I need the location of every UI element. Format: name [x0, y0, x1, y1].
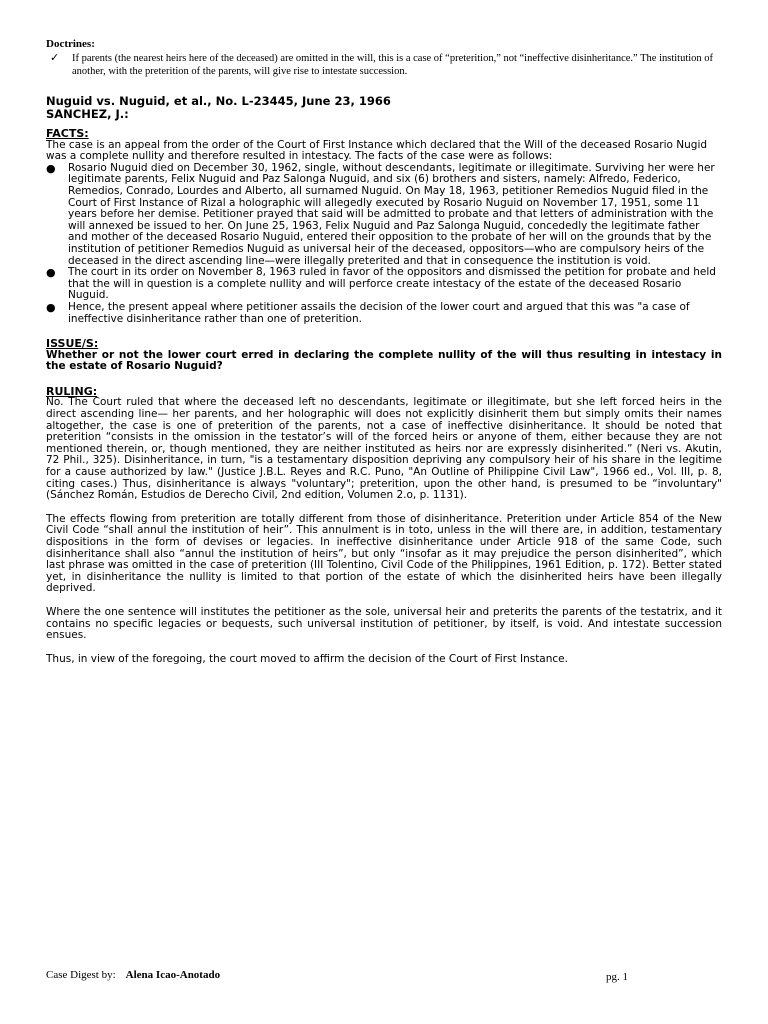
doctrine-item	[50, 52, 720, 78]
list-item-text: Rosario Nuguid died on December 30, 1962, single, without descendants, legitimate or illegitimate. Surviving her were her legitimate parents, Felix Nuguid and Paz Salonga Nuguid, and six (6) brothers and sisters, namely: Alfredo, Federico, Remedios, Conrado, Lourdes and Alberto, all surnamed Nuguid. On May 18, 1963, petitioner Remedios Nuguid filed in the Court of First Instance of Rizal a holographic will allegedly executed by Rosario Nuguid on November 17, 1951, some 11 years before her demise. Petitioner prayed that said will be admitted to probate and that letters of administration with the will annexed be issued to her. On June 25, 1963, Felix Nuguid and Paz Salonga Nuguid, concededly the legitimate father and mother of the deceased Rosario Nuguid, entered their opposition to the probate of her will on the grounds that by the institution of petitioner Remedios Nuguid as universal heir of the deceased, oppositors—who are compulsory heirs of the deceased in the direct ascending line—were illegally preterited and that in consequence the institution is void.	[68, 161, 715, 267]
case-title: Nuguid vs. Nuguid, et al., No. L-23445, June 23, 1966	[46, 94, 391, 108]
list-item	[46, 267, 722, 302]
bullet-icon: ●	[46, 266, 56, 280]
facts-heading: FACTS:	[46, 127, 89, 140]
page-number: pg. 1	[606, 971, 628, 983]
footer-label: Case Digest by:	[46, 969, 116, 981]
facts-intro: The case is an appeal from the order of the Court of First Instance which declared that the Will of the deceased Rosario Nugid was a complete nullity and therefore resulted in intestacy. The facts of the case were as follows:	[46, 138, 708, 163]
ponente: SANCHEZ, J.:	[46, 107, 129, 121]
digest-body	[46, 128, 722, 665]
list-item-text: The court in its order on November 8, 1963 ruled in favor of the oppositors and dismissed the petition for probate and held that the will in question is a complete nullity and will perforce create intestacy of the estate of the deceased Rosario Nuguid.	[68, 266, 716, 302]
footer-credit	[46, 969, 220, 981]
ruling-paragraph: Where the one sentence will institutes the petitioner as the sole, universal heir and preterits the parents of the testatrix, and it contains no specific legacies or bequests, such universal institution of petitioner, by itself, is void. And intestate succession ensues.	[46, 605, 722, 642]
doctrines-title: Doctrines:	[46, 38, 95, 50]
checkmark-icon: ✓	[50, 52, 60, 64]
bullet-icon: ●	[46, 300, 56, 314]
ruling-paragraph: No. The Court ruled that where the deceased left no descendants, legitimate or illegitimate, but she left forced heirs in the direct ascending line— her parents, and her holographic will does not explicitly disinherit them but simply omits their names altogether, the case is one of preterition of the parents, not a case of ineffective disinheritance. It should be noted that preterition “consists in the omission in the testator’s will of the forced heirs or anyone of them, either because they are not mentioned therein, or, though mentioned, they are neither instituted as heirs nor are expressly disinherited.” (Neri vs. Akutin, 72 Phil., 325). Disinheritance, in turn, "is a testamentary disposition depriving any compulsory heir of his share in the legitime for a cause authorized by law." (Justice J.B.L. Reyes and R.C. Puno, "An Outline of Philippine Civil Law", 1966 ed., Vol. III, p. 8, citing cases.) Thus, disinheritance is always "voluntary"; preterition, upon the other hand, is presumed to be “involuntary" (Sánchez Román, Estudios de Derecho Civil, 2nd edition, Volumen 2.o, p. 1131).	[46, 396, 722, 502]
ruling-heading: RULING:	[46, 384, 98, 398]
footer-author: Alena Icao-Anotado	[125, 969, 221, 981]
list-item	[46, 302, 722, 325]
ruling-paragraph: The effects flowing from preterition are totally different from those of disinheritance. Preterition under Article 854 of the New Civil Code “shall annul the institution of heir”. This annulment is in toto, unless in the will there are, in addition, testamentary dispositions in the form of devises or legacies. In ineffective disinheritance under Article 918 of the same Code, such disinheritance shall also “annul the institution of heirs”, but only “insofar as it may prejudice the person disinherited”, which last phrase was omitted in the case of preterition (III Tolentino, Civil Code of the Philippines, 1961 Edition, p. 172). Better stated yet, in disinheritance the nullity is limited to that portion of the estate of which the disinherited heirs have been illegally deprived.	[46, 512, 722, 595]
ruling-paragraph: Thus, in view of the foregoing, the court moved to affirm the decision of the Court of First Instance.	[46, 652, 568, 665]
issue-heading: ISSUE/S:	[46, 337, 99, 351]
list-item	[46, 163, 722, 267]
facts-list	[46, 163, 722, 325]
bullet-icon: ●	[46, 161, 56, 175]
issue-question: Whether or not the lower court erred in declaring the complete nullity of the will thus resulting in intestacy in the estate of Rosario Nuguid?	[46, 348, 722, 373]
list-item-text: Hence, the present appeal where petitioner assails the decision of the lower court and argued that this was "a case of ineffective disinheritance rather than one of preterition.	[68, 300, 690, 325]
doctrine-text: If parents (the nearest heirs here of the deceased) are omitted in the will, this is a case of “preterition,” not “ineffective disinheritance.” The institution of another, with the preterition of the parents, will give rise to intestate succession.	[72, 53, 714, 77]
case-header	[46, 95, 391, 121]
